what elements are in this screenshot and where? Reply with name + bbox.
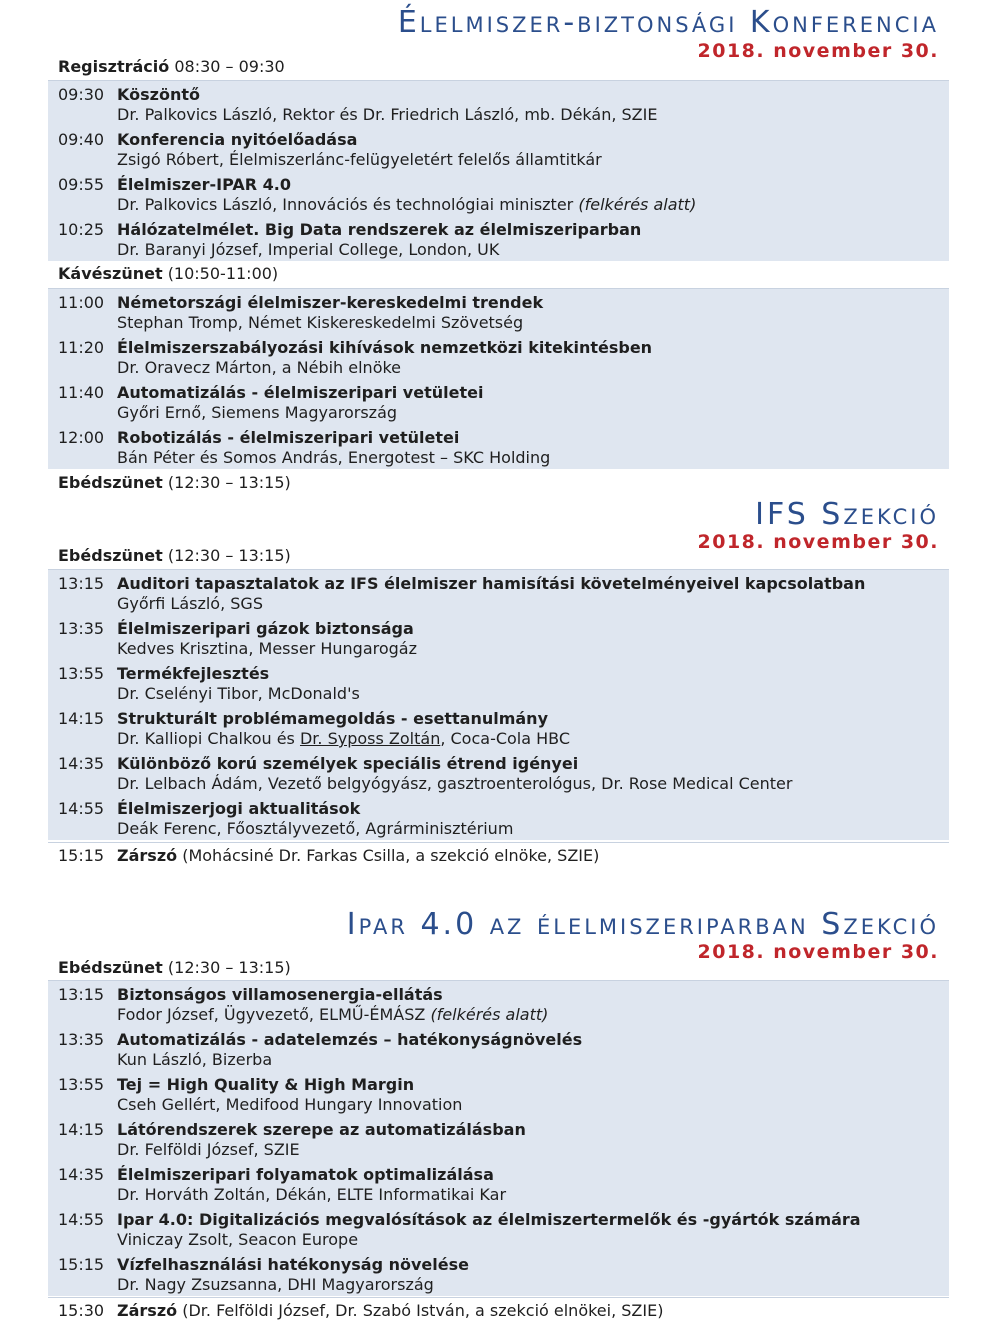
item-speaker-note: (felkérés alatt) [578,195,697,214]
item-time: 09:40 [58,130,105,149]
item-time: 14:55 [58,799,105,818]
item-time: 11:00 [58,293,105,312]
item-speaker: Dr. Palkovics László, Rektor és Dr. Friedrich László, mb. Dékán, SZIE [117,105,658,124]
ipar-section [48,906,949,1336]
item-speaker: Dr. Lelbach Ádám, Vezető belgyógyász, gasztroenterológus, Dr. Rose Medical Center [117,774,793,793]
item-time: 15:15 [58,1255,105,1274]
conference-section [48,0,949,500]
item-speaker: Dr. Nagy Zsuzsanna, DHI Magyarország [117,1275,434,1294]
ifs-date: 2018. november 30. [697,531,939,553]
item-speaker: Viniczay Zsolt, Seacon Europe [117,1230,359,1249]
list-item [48,424,949,469]
list-item [48,750,949,795]
item-speaker: Fodor József, Ügyvezető, ELMŰ-ÉMÁSZ [117,1005,426,1024]
item-title: Élelmiszer-IPAR 4.0 [117,175,291,194]
lunch-break-line [58,546,291,566]
list-item [48,1206,949,1251]
conference-block-1 [48,80,949,261]
coffee-break-label: Kávészünet [58,264,163,283]
lunch-break-line [58,958,291,978]
list-item [48,126,949,171]
list-item [48,81,949,126]
item-time: 13:55 [58,664,105,683]
list-item [48,1026,949,1071]
list-item [48,379,949,424]
lunch-break-label: Ebédszünet [58,546,163,565]
item-time: 09:30 [58,85,105,104]
item-title: Ipar 4.0: Digitalizációs megvalósítások az élelmiszertermelők és -gyártók számára [117,1210,861,1229]
closing-text-line [117,1301,663,1321]
list-item [48,216,949,261]
item-time: 14:15 [58,709,105,728]
lunch-break-time: (12:30 – 13:15) [167,546,291,565]
item-speaker: Dr. Horváth Zoltán, Dékán, ELTE Informatikai Kar [117,1185,507,1204]
list-item [48,1161,949,1206]
ifs-block [48,569,949,840]
item-speaker: Stephan Tromp, Német Kiskereskedelmi Szövetség [117,313,524,332]
item-title: Automatizálás - adatelemzés – hatékonyságnövelés [117,1030,583,1049]
item-title: Hálózatelmélet. Big Data rendszerek az élelmiszeriparban [117,220,642,239]
item-speaker: Zsigó Róbert, Élelmiszerlánc-felügyeletért felelős államtitkár [117,150,602,169]
item-time: 14:35 [58,1165,105,1184]
lunch-break-label: Ebédszünet [58,473,163,492]
ifs-title: IFS Szekció [755,497,939,532]
item-title: Tej = High Quality & High Margin [117,1075,415,1094]
list-item [48,289,949,334]
closing-time: 15:30 [58,1301,105,1320]
item-title: Élelmiszeripari gázok biztonsága [117,619,414,638]
item-title: Biztonságos villamosenergia-ellátás [117,985,443,1004]
item-title: Strukturált problémamegoldás - esettanulmány [117,709,548,728]
list-item [48,1071,949,1116]
registration-time: 08:30 – 09:30 [174,57,285,76]
item-speaker-org: , Coca-Cola HBC [440,729,571,748]
item-time: 10:25 [58,220,105,239]
item-speaker: Dr. Felföldi József, SZIE [117,1140,300,1159]
closing-text-line [117,846,599,866]
item-speaker: Dr. Baranyi József, Imperial College, London, UK [117,240,500,259]
item-time: 13:35 [58,619,105,638]
ipar-date: 2018. november 30. [697,941,939,963]
item-title: Élelmiszeripari folyamatok optimalizálása [117,1165,494,1184]
item-time: 11:40 [58,383,105,402]
closing-label: Zárszó [117,1301,178,1320]
item-time: 09:55 [58,175,105,194]
item-title: Auditori tapasztalatok az IFS élelmiszer hamisítási követelményeivel kapcsolatban [117,574,866,593]
closing-time: 15:15 [58,846,105,865]
coffee-break-time: (10:50-11:00) [167,264,279,283]
lunch-break-time: (12:30 – 13:15) [167,473,291,492]
item-speaker: Dr. Cselényi Tibor, McDonald's [117,684,360,703]
list-item [48,615,949,660]
list-item [48,334,949,379]
list-item [48,1116,949,1161]
item-speaker-note: (felkérés alatt) [430,1005,549,1024]
closing-line [48,842,949,869]
list-item [48,1251,949,1296]
item-time: 11:20 [58,338,105,357]
list-item [48,981,949,1026]
item-title: Különböző korú személyek speciális étrend igényei [117,754,579,773]
closing-label: Zárszó [117,846,178,865]
closing-line [48,1297,949,1324]
lunch-break-time: (12:30 – 13:15) [167,958,291,977]
ipar-block [48,980,949,1296]
item-time: 14:55 [58,1210,105,1229]
conference-date: 2018. november 30. [697,40,939,62]
item-time: 13:15 [58,985,105,1004]
item-speaker: Cseh Gellért, Medifood Hungary Innovation [117,1095,463,1114]
item-title: Konferencia nyitóelőadása [117,130,358,149]
ipar-title: Ipar 4.0 az élelmiszeriparban Szekció [346,907,939,942]
closing-text: (Mohácsiné Dr. Farkas Csilla, a szekció elnöke, SZIE) [182,846,600,865]
list-item [48,705,949,750]
item-speaker: Kun László, Bizerba [117,1050,273,1069]
list-item [48,660,949,705]
coffee-break-line [58,264,278,284]
conference-title: Élelmiszer-biztonsági Konferencia [397,5,939,40]
item-time: 13:35 [58,1030,105,1049]
item-speaker-line [117,195,696,215]
list-item [48,171,949,216]
list-item [48,795,949,840]
item-time: 14:15 [58,1120,105,1139]
item-speaker: Győrfi László, SGS [117,594,263,613]
item-speaker: Dr. Kalliopi Chalkou és [117,729,295,748]
item-title: Robotizálás - élelmiszeripari vetületei [117,428,460,447]
item-title: Termékfejlesztés [117,664,270,683]
item-speaker: Deák Ferenc, Főosztályvezető, Agrárminisztérium [117,819,514,838]
lunch-break-line [58,473,291,493]
registration-line [58,57,285,77]
item-title: Automatizálás - élelmiszeripari vetületei [117,383,484,402]
item-title: Németországi élelmiszer-kereskedelmi trendek [117,293,544,312]
item-title: Látórendszerek szerepe az automatizálásban [117,1120,526,1139]
item-time: 12:00 [58,428,105,447]
item-speaker-line [117,1005,548,1025]
registration-label: Regisztráció [58,57,170,76]
speaker-link[interactable]: Dr. Syposs Zoltán [299,729,441,748]
item-title: Vízfelhasználási hatékonyság növelése [117,1255,469,1274]
item-speaker: Dr. Oravecz Márton, a Nébih elnöke [117,358,402,377]
item-speaker: Győri Ernő, Siemens Magyarország [117,403,398,422]
item-time: 13:15 [58,574,105,593]
item-speaker: Dr. Palkovics László, Innovációs és technológiai miniszter [117,195,574,214]
item-time: 14:35 [58,754,105,773]
item-title: Élelmiszerjogi aktualitások [117,799,361,818]
item-title: Élelmiszerszabályozási kihívások nemzetközi kitekintésben [117,338,653,357]
item-speaker: Bán Péter és Somos András, Energotest – SKC Holding [117,448,551,467]
item-speaker: Kedves Krisztina, Messer Hungarogáz [117,639,417,658]
lunch-break-label: Ebédszünet [58,958,163,977]
item-title: Köszöntő [117,85,200,104]
item-speaker-line [117,729,570,749]
closing-text: (Dr. Felföldi József, Dr. Szabó István, a szekció elnökei, SZIE) [182,1301,664,1320]
list-item [48,570,949,615]
conference-block-2 [48,288,949,469]
item-time: 13:55 [58,1075,105,1094]
ifs-section [48,496,949,876]
